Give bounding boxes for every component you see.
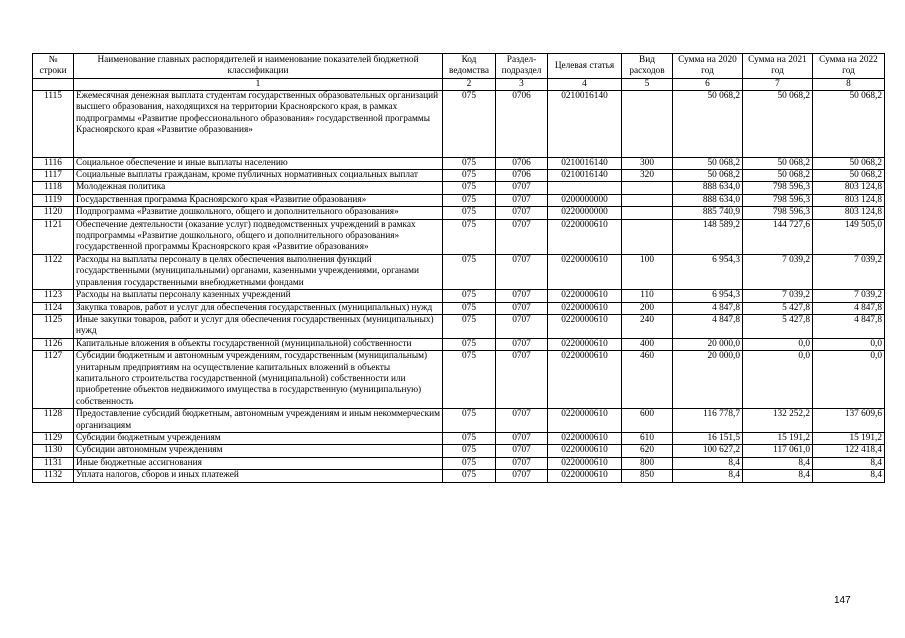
header-section: Раздел-подраздел [496, 54, 548, 79]
cell-row-no: 1115 [33, 91, 74, 158]
cell-section: 0706 [496, 157, 548, 169]
cell-expense-type: 800 [622, 457, 673, 469]
cell-sum-2021: 117 061,0 [743, 445, 813, 457]
header-sum-2021: Сумма на 2021 год [743, 54, 813, 79]
cell-row-no: 1129 [33, 432, 74, 444]
cell-section: 0707 [496, 314, 548, 338]
cell-dept-code: 075 [443, 314, 496, 338]
cell-sum-2020: 16 151,5 [673, 432, 743, 444]
column-number: 4 [548, 79, 622, 91]
cell-expense-type: 850 [622, 470, 673, 482]
cell-sum-2020: 8,4 [673, 470, 743, 482]
table-row [33, 314, 885, 338]
cell-sum-2021: 50 068,2 [743, 91, 813, 158]
cell-sum-2021: 0,0 [743, 351, 813, 409]
column-number: 8 [813, 79, 885, 91]
budget-table [32, 53, 885, 483]
cell-row-no: 1127 [33, 351, 74, 409]
cell-name: Субсидии бюджетным учреждениям [74, 432, 443, 444]
cell-sum-2020: 20 000,0 [673, 338, 743, 350]
cell-expense-type: 400 [622, 338, 673, 350]
cell-name: Закупка товаров, работ и услуг для обеспечения государственных (муниципальных) нужд [74, 302, 443, 314]
cell-section: 0707 [496, 338, 548, 350]
cell-expense-type: 110 [622, 290, 673, 302]
cell-sum-2021: 798 596,3 [743, 182, 813, 194]
cell-target: 0220000000 [548, 207, 622, 219]
cell-dept-code: 075 [443, 302, 496, 314]
cell-name: Подпрограмма «Развитие дошкольного, общего и дополнительного образования» [74, 207, 443, 219]
header-sum-2020: Сумма на 2020 год [673, 54, 743, 79]
cell-sum-2022: 50 068,2 [813, 157, 885, 169]
cell-sum-2021: 5 427,8 [743, 302, 813, 314]
header-dept-code: Код ведомства [443, 54, 496, 79]
table-row [33, 302, 885, 314]
cell-sum-2022: 149 505,0 [813, 219, 885, 254]
cell-row-no: 1132 [33, 470, 74, 482]
cell-section: 0707 [496, 351, 548, 409]
cell-section: 0707 [496, 207, 548, 219]
column-number: 1 [74, 79, 443, 91]
cell-section: 0707 [496, 445, 548, 457]
cell-target: 0220000610 [548, 338, 622, 350]
header-name: Наименование главных распорядителей и наименование показателей бюджетной классификации [74, 54, 443, 79]
cell-row-no: 1130 [33, 445, 74, 457]
cell-sum-2020: 148 589,2 [673, 219, 743, 254]
cell-sum-2021: 144 727,6 [743, 219, 813, 254]
cell-dept-code: 075 [443, 338, 496, 350]
cell-sum-2020: 50 068,2 [673, 157, 743, 169]
cell-target: 0220000610 [548, 290, 622, 302]
cell-expense-type: 460 [622, 351, 673, 409]
table-row [33, 170, 885, 182]
cell-dept-code: 075 [443, 194, 496, 206]
cell-expense-type: 620 [622, 445, 673, 457]
cell-dept-code: 075 [443, 91, 496, 158]
cell-target: 0220000610 [548, 314, 622, 338]
cell-row-no: 1116 [33, 157, 74, 169]
column-number [33, 79, 74, 91]
table-row [33, 432, 885, 444]
cell-sum-2022: 4 847,8 [813, 314, 885, 338]
column-number: 2 [443, 79, 496, 91]
cell-name: Социальное обеспечение и иные выплаты населению [74, 157, 443, 169]
cell-section: 0707 [496, 194, 548, 206]
table-row [33, 254, 885, 289]
cell-sum-2022: 803 124,8 [813, 207, 885, 219]
cell-section: 0707 [496, 432, 548, 444]
cell-row-no: 1122 [33, 254, 74, 289]
cell-name: Уплата налогов, сборов и иных платежей [74, 470, 443, 482]
cell-dept-code: 075 [443, 432, 496, 444]
cell-sum-2022: 50 068,2 [813, 91, 885, 158]
cell-expense-type [622, 207, 673, 219]
cell-sum-2021: 50 068,2 [743, 170, 813, 182]
table-row [33, 219, 885, 254]
cell-target: 0220000610 [548, 254, 622, 289]
cell-sum-2022: 803 124,8 [813, 194, 885, 206]
cell-dept-code: 075 [443, 182, 496, 194]
cell-sum-2020: 50 068,2 [673, 170, 743, 182]
cell-sum-2020: 888 634,0 [673, 182, 743, 194]
cell-row-no: 1117 [33, 170, 74, 182]
table-row [33, 91, 885, 158]
cell-name: Расходы на выплаты персоналу в целях обеспечения выполнения функций государственными (муниципальными) органами, казенными учреждениями, органами управления государственными внебюджетными фондами [74, 254, 443, 289]
column-number: 7 [743, 79, 813, 91]
cell-dept-code: 075 [443, 219, 496, 254]
table-header [33, 54, 885, 91]
cell-section: 0707 [496, 457, 548, 469]
cell-dept-code: 075 [443, 470, 496, 482]
cell-row-no: 1131 [33, 457, 74, 469]
table-row [33, 182, 885, 194]
cell-row-no: 1120 [33, 207, 74, 219]
cell-target: 0210016140 [548, 157, 622, 169]
cell-sum-2020: 50 068,2 [673, 91, 743, 158]
cell-section: 0707 [496, 409, 548, 433]
cell-expense-type: 610 [622, 432, 673, 444]
table-row [33, 157, 885, 169]
cell-sum-2021: 7 039,2 [743, 290, 813, 302]
cell-row-no: 1121 [33, 219, 74, 254]
cell-sum-2020: 100 627,2 [673, 445, 743, 457]
cell-sum-2021: 8,4 [743, 457, 813, 469]
table-body [33, 91, 885, 483]
cell-sum-2021: 15 191,2 [743, 432, 813, 444]
cell-sum-2022: 4 847,8 [813, 302, 885, 314]
cell-name: Предоставление субсидий бюджетным, автономным учреждениям и иным некоммерческим организациям [74, 409, 443, 433]
cell-expense-type [622, 219, 673, 254]
cell-sum-2020: 6 954,3 [673, 290, 743, 302]
cell-sum-2022: 8,4 [813, 470, 885, 482]
cell-name: Иные бюджетные ассигнования [74, 457, 443, 469]
cell-dept-code: 075 [443, 254, 496, 289]
column-number: 5 [622, 79, 673, 91]
table-row [33, 338, 885, 350]
cell-row-no: 1124 [33, 302, 74, 314]
cell-row-no: 1123 [33, 290, 74, 302]
cell-sum-2020: 6 954,3 [673, 254, 743, 289]
table-row [33, 351, 885, 409]
cell-target: 0200000000 [548, 194, 622, 206]
column-number: 3 [496, 79, 548, 91]
cell-dept-code: 075 [443, 170, 496, 182]
cell-sum-2022: 122 418,4 [813, 445, 885, 457]
cell-sum-2020: 8,4 [673, 457, 743, 469]
cell-sum-2021: 798 596,3 [743, 194, 813, 206]
cell-name: Социальные выплаты гражданам, кроме публичных нормативных социальных выплат [74, 170, 443, 182]
cell-target: 0220000610 [548, 351, 622, 409]
cell-sum-2021: 798 596,3 [743, 207, 813, 219]
cell-expense-type: 200 [622, 302, 673, 314]
table-row [33, 207, 885, 219]
cell-name: Ежемесячная денежная выплата студентам государственных образовательных организаций высшего образования, находящихся на территории Красноярского края, в рамках подпрограммы «Развитие профессионального образования» государственной программы Красноярского края «Развитие образования» [74, 91, 443, 158]
cell-sum-2021: 0,0 [743, 338, 813, 350]
cell-target: 0220000610 [548, 219, 622, 254]
cell-target: 0220000610 [548, 432, 622, 444]
header-target: Целевая статья [548, 54, 622, 79]
cell-target: 0210016140 [548, 91, 622, 158]
page-number: 147 [834, 595, 851, 606]
cell-sum-2022: 0,0 [813, 338, 885, 350]
table-row [33, 445, 885, 457]
header-row-no: № строки [33, 54, 74, 79]
cell-sum-2022: 50 068,2 [813, 170, 885, 182]
cell-sum-2021: 7 039,2 [743, 254, 813, 289]
cell-sum-2020: 885 740,9 [673, 207, 743, 219]
cell-target: 0220000610 [548, 470, 622, 482]
cell-sum-2020: 116 778,7 [673, 409, 743, 433]
cell-sum-2022: 137 609,6 [813, 409, 885, 433]
header-expense-type: Вид расходов [622, 54, 673, 79]
cell-sum-2022: 7 039,2 [813, 254, 885, 289]
cell-section: 0707 [496, 470, 548, 482]
cell-sum-2020: 4 847,8 [673, 314, 743, 338]
cell-sum-2021: 132 252,2 [743, 409, 813, 433]
cell-name: Молодежная политика [74, 182, 443, 194]
cell-name: Субсидии автономным учреждениям [74, 445, 443, 457]
cell-target: 0210016140 [548, 170, 622, 182]
cell-section: 0707 [496, 219, 548, 254]
cell-sum-2022: 0,0 [813, 351, 885, 409]
cell-dept-code: 075 [443, 290, 496, 302]
cell-dept-code: 075 [443, 207, 496, 219]
cell-expense-type [622, 91, 673, 158]
column-number-row [33, 79, 885, 91]
table-row [33, 470, 885, 482]
cell-name: Расходы на выплаты персоналу казенных учреждений [74, 290, 443, 302]
cell-section: 0706 [496, 91, 548, 158]
cell-expense-type: 300 [622, 157, 673, 169]
cell-sum-2020: 888 634,0 [673, 194, 743, 206]
cell-name: Капитальные вложения в объекты государственной (муниципальной) собственности [74, 338, 443, 350]
cell-expense-type: 320 [622, 170, 673, 182]
cell-sum-2020: 4 847,8 [673, 302, 743, 314]
cell-name: Государственная программа Красноярского края «Развитие образования» [74, 194, 443, 206]
cell-target [548, 182, 622, 194]
cell-sum-2021: 50 068,2 [743, 157, 813, 169]
cell-sum-2021: 5 427,8 [743, 314, 813, 338]
cell-row-no: 1126 [33, 338, 74, 350]
cell-dept-code: 075 [443, 409, 496, 433]
cell-section: 0707 [496, 254, 548, 289]
cell-dept-code: 075 [443, 457, 496, 469]
cell-dept-code: 075 [443, 351, 496, 409]
header-row [33, 54, 885, 79]
cell-dept-code: 075 [443, 445, 496, 457]
cell-row-no: 1125 [33, 314, 74, 338]
cell-sum-2022: 15 191,2 [813, 432, 885, 444]
cell-sum-2022: 7 039,2 [813, 290, 885, 302]
table-row [33, 194, 885, 206]
cell-expense-type: 100 [622, 254, 673, 289]
cell-row-no: 1128 [33, 409, 74, 433]
cell-section: 0707 [496, 290, 548, 302]
table-row [33, 290, 885, 302]
header-sum-2022: Сумма на 2022 год [813, 54, 885, 79]
cell-expense-type [622, 182, 673, 194]
cell-expense-type: 240 [622, 314, 673, 338]
column-number: 6 [673, 79, 743, 91]
cell-dept-code: 075 [443, 157, 496, 169]
cell-name: Субсидии бюджетным и автономным учреждениям, государственным (муниципальным) унитарным предприятиям на осуществление капитальных вложений в объекты капитального строительства государственной (муниципальной) собственности или приобретение объектов недвижимого имущества в государственную (муниципальную) собственность [74, 351, 443, 409]
cell-name: Иные закупки товаров, работ и услуг для обеспечения государственных (муниципальных) нужд [74, 314, 443, 338]
cell-target: 0220000610 [548, 409, 622, 433]
cell-expense-type: 600 [622, 409, 673, 433]
cell-expense-type [622, 194, 673, 206]
cell-sum-2022: 803 124,8 [813, 182, 885, 194]
cell-target: 0220000610 [548, 445, 622, 457]
cell-target: 0220000610 [548, 457, 622, 469]
cell-row-no: 1118 [33, 182, 74, 194]
cell-row-no: 1119 [33, 194, 74, 206]
cell-section: 0706 [496, 170, 548, 182]
cell-sum-2021: 8,4 [743, 470, 813, 482]
cell-sum-2022: 8,4 [813, 457, 885, 469]
table-row [33, 457, 885, 469]
cell-target: 0220000610 [548, 302, 622, 314]
table-row [33, 409, 885, 433]
cell-section: 0707 [496, 182, 548, 194]
cell-section: 0707 [496, 302, 548, 314]
cell-name: Обеспечение деятельности (оказание услуг) подведомственных учреждений в рамках подпрограммы «Развитие дошкольного, общего и дополнительного образования» государственной программы Красноярского края «Развитие образования» [74, 219, 443, 254]
cell-sum-2020: 20 000,0 [673, 351, 743, 409]
